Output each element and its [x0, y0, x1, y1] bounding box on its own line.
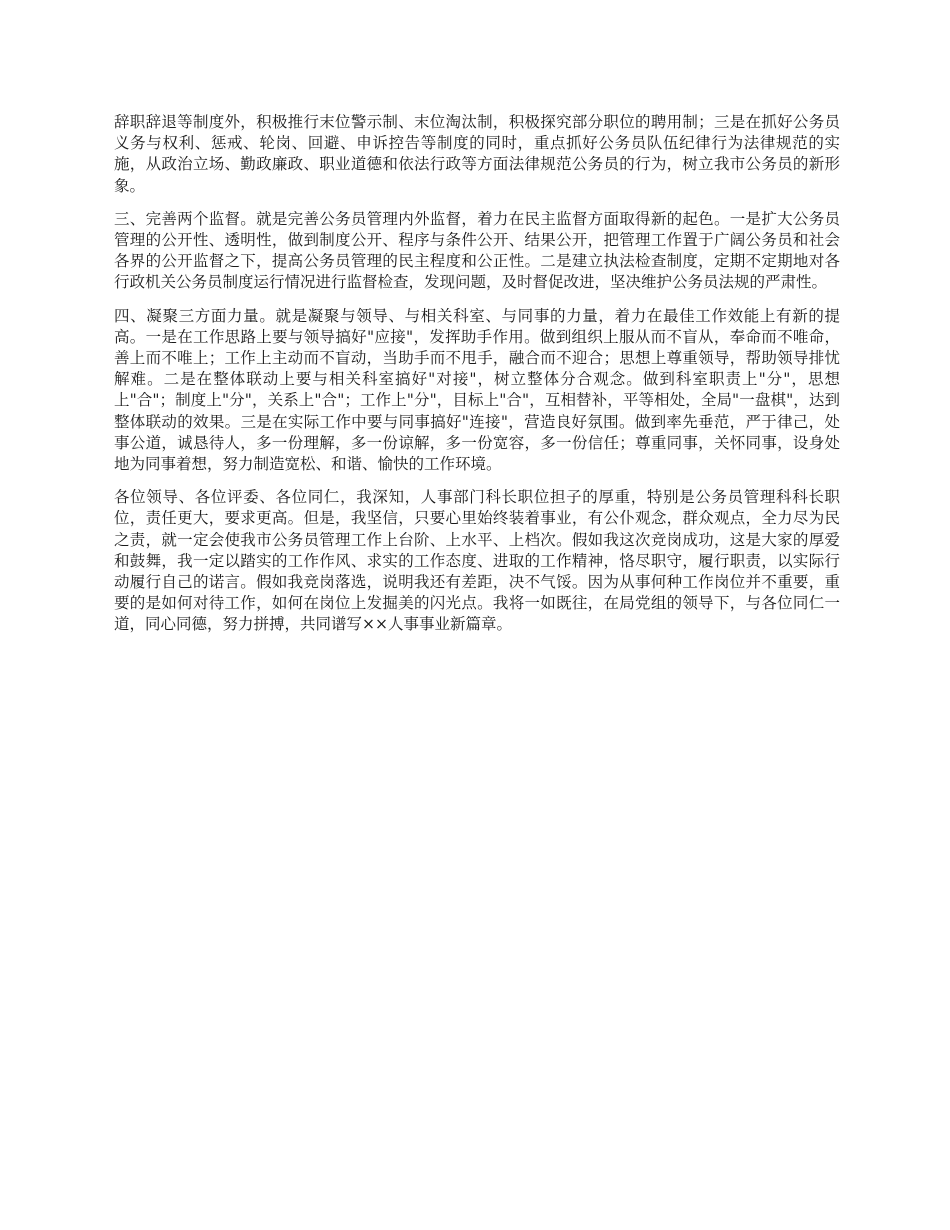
paragraph-3: 四、凝聚三方面力量。就是凝聚与领导、与相关科室、与同事的力量，着力在最佳工作效能上有新的提高。一是在工作思路上要与领导搞好"应接"，发挥助手作用。做到组织上服从而不盲从，奉命而不唯命，善上而不唯上；工作上主动而不盲动，当助手而不甩手，融合而不迎合；思想上尊重领导，帮助领导排忧解难。二是在整体联动上要与相关科室搞好"对接"，树立整体分合观念。做到科室职责上"分"，思想上"合"；制度上"分"，关系上"合"；工作上"分"，目标上"合"，互相替补，平等相处，全局"一盘棋"，达到整体联动的效果。三是在实际工作中要与同事搞好"连接"，营造良好氛围。做到率先垂范，严于律己，处事公道，诚恳待人，多一份理解，多一份谅解，多一份宽容，多一份信任；尊重同事，关怀同事，设身处地为同事着想，努力制造宽松、和谐、愉快的工作环境。 [114, 306, 840, 474]
paragraph-4: 各位领导、各位评委、各位同仁，我深知，人事部门科长职位担子的厚重，特别是公务员管理科科长职位，责任更大，要求更高。但是，我坚信，只要心里始终装着事业，有公仆观念，群众观点，全力尽为民之责，就一定会使我市公务员管理工作上台阶、上水平、上档次。假如我这次竞岗成功，这是大家的厚爱和鼓舞，我一定以踏实的工作作风、求实的工作态度、进取的工作精神，恪尽职守，履行职责，以实际行动履行自己的诺言。假如我竞岗落选，说明我还有差距，决不气馁。因为从事何种工作岗位并不重要，重要的是如何对待工作，如何在岗位上发掘美的闪光点。我将一如既往，在局党组的领导下，与各位同仁一道，同心同德，努力拼搏，共同谱写××人事事业新篇章。 [114, 488, 840, 634]
document-body [114, 112, 840, 648]
paragraph-1: 辞职辞退等制度外，积极推行末位警示制、末位淘汰制，积极探究部分职位的聘用制；三是在抓好公务员义务与权利、惩戒、轮岗、回避、申诉控告等制度的同时，重点抓好公务员队伍纪律行为法律规范的实施，从政治立场、勤政廉政、职业道德和依法行政等方面法律规范公务员的行为，树立我市公务员的新形象。 [114, 113, 840, 195]
paragraph-2: 三、完善两个监督。就是完善公务员管理内外监督，着力在民主监督方面取得新的起色。一是扩大公务员管理的公开性、透明性，做到制度公开、程序与条件公开、结果公开，把管理工作置于广阔公务员和社会各界的公开监督之下，提高公务员管理的民主程度和公正性。二是建立执法检查制度，定期不定期地对各行政机关公务员制度运行情况进行监督检查，发现问题，及时督促改进，坚决维护公务员法规的严肃性。 [114, 209, 840, 292]
